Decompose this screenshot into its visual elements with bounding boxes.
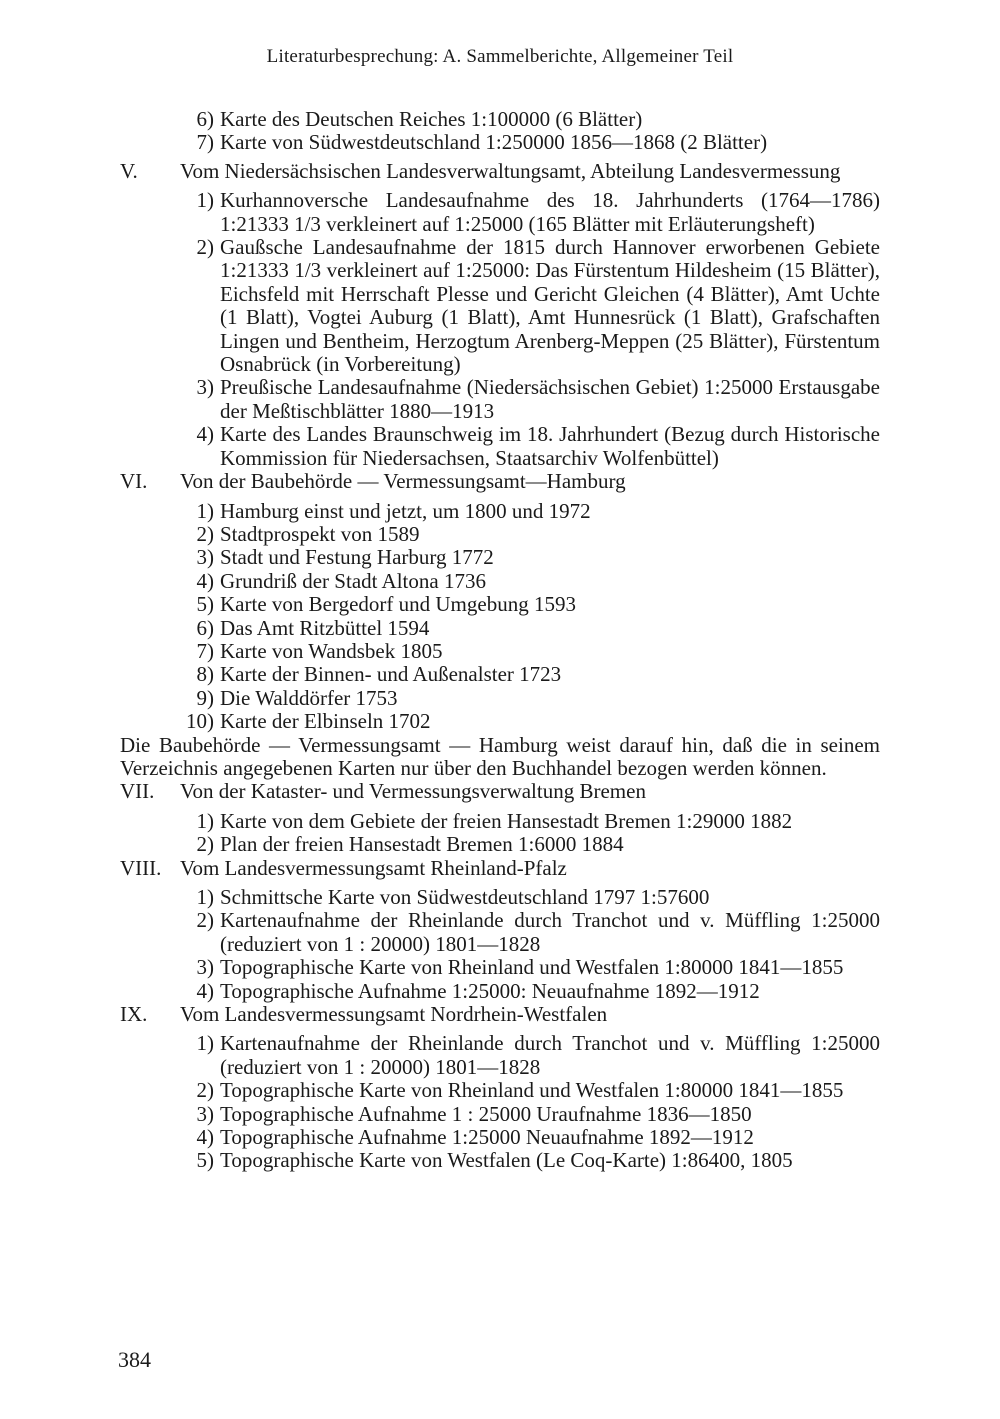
item-text: Karte der Binnen- und Außenalster 1723 [220,662,562,687]
list-item [180,593,880,616]
item-text: Karte des Deutschen Reiches 1:100000 (6 Blätter) [220,107,643,131]
list-item [180,886,880,909]
list-item [180,833,880,856]
item-number: 4) [196,422,214,447]
item-number: 2) [196,832,214,857]
item-number: 2) [196,908,214,933]
list-item [180,570,880,593]
item-text: Gaußsche Landesaufnahme der 1815 durch Hannover erworbenen Gebiete 1:21333 1/3 verkleinert auf 1:25000: Das Fürstentum Hildesheim (15 Blätter), Eichsfeld mit Herrschaft Plesse und Gericht Gleichen (4 Blätter), Amt Uchte (1 Blatt), Vogtei Auburg (1 Blatt), Amt Hunnesrück (1 Blatt), Grafschaften Lingen und Bentheim, Herzogtum Arenberg-Meppen (25 Blätter), Fürstentum Osnabrück (in Vorbereitung) [220,235,880,377]
item-number: 1) [196,188,214,213]
item-text: Kurhannoversche Landesaufnahme des 18. Jahrhunderts (1764—1786) 1:21333 1/3 verkleinert auf 1:25000 (165 Blätter mit Erläuterungsheft) [220,188,880,236]
item-text: Kartenaufnahme der Rheinlande durch Tranchot und v. Müffling 1:25000 (reduziert von 1 : 20000) 1801—1828 [220,908,880,956]
list-item [180,810,880,833]
item-text: Topographische Karte von Westfalen (Le Coq-Karte) 1:86400, 1805 [220,1148,793,1173]
list-item [180,236,880,376]
item-text: Karte des Landes Braunschweig im 18. Jahrhundert (Bezug durch Historische Kommission für Niedersachsen, Staatsarchiv Wolfenbüttel) [220,422,880,470]
item-number: 3) [196,545,214,570]
section-heading [120,780,880,803]
page-number: 384 [118,1347,151,1372]
list-item [180,909,880,956]
item-number: 8) [196,662,214,687]
item-number: 1) [196,885,214,909]
list-item [180,617,880,640]
item-number: 4) [196,1125,214,1150]
section-number: V. [120,158,138,183]
item-text: Karte von Bergedorf und Umgebung 1593 [220,592,576,617]
section-number: IX. [120,1002,148,1027]
item-text: Hamburg einst und jetzt, um 1800 und 1972 [220,498,591,523]
item-text: Karte der Elbinseln 1702 [220,709,431,734]
item-number: 1) [196,808,214,833]
item-number: 4) [196,978,214,1003]
list-item [180,1103,880,1126]
item-number: 2) [196,521,214,546]
item-number: 5) [196,592,214,617]
list-item [180,956,880,979]
section-list [180,810,880,857]
list-item [180,546,880,569]
section-heading [120,160,880,183]
list-item [180,980,880,1003]
item-number: 7) [196,130,214,155]
item-text: Topographische Karte von Rheinland und Westfalen 1:80000 1841—1855 [220,1078,844,1103]
list-item [180,376,880,423]
section-number: VII. [120,779,155,804]
section-heading [120,470,880,493]
item-number: 2) [196,1078,214,1103]
item-text: Karte von dem Gebiete der freien Hansestadt Bremen 1:29000 1882 [220,808,793,833]
item-number: 6) [196,615,214,640]
page-body [120,108,880,1173]
list-item [180,131,880,154]
list-item [180,1126,880,1149]
item-text: Topographische Aufnahme 1:25000 Neuaufnahme 1892—1912 [220,1125,754,1150]
item-text: Preußische Landesaufnahme (Niedersächsischen Gebiet) 1:25000 Erstausgabe der Meßtischblätter 1880—1913 [220,375,880,423]
section-title: Vom Landesvermessungsamt Rheinland-Pfalz [180,855,567,880]
item-number: 3) [196,375,214,400]
item-number: 5) [196,1148,214,1173]
item-number: 3) [196,1101,214,1126]
item-text: Grundriß der Stadt Altona 1736 [220,568,486,593]
list-item [180,523,880,546]
section-number: VIII. [120,855,162,880]
list-item [180,1149,880,1172]
section-title: Von der Baubehörde — Vermessungsamt—Hamburg [180,469,626,494]
item-number: 6) [196,107,214,131]
item-text: Topographische Aufnahme 1:25000: Neuaufnahme 1892—1912 [220,978,760,1003]
item-text: Topographische Karte von Rheinland und Westfalen 1:80000 1841—1855 [220,955,844,980]
running-header: Literaturbesprechung: A. Sammelberichte, Allgemeiner Teil [266,46,734,67]
section-list [180,1032,880,1172]
item-number: 1) [196,498,214,523]
item-text: Topographische Aufnahme 1 : 25000 Uraufnahme 1836—1850 [220,1101,752,1126]
section-list [180,500,880,734]
section-title: Vom Landesvermessungsamt Nordrhein-Westfalen [180,1002,608,1027]
item-text: Stadt und Festung Harburg 1772 [220,545,494,570]
item-text: Stadtprospekt von 1589 [220,521,420,546]
section-list [180,886,880,1003]
item-text: Kartenaufnahme der Rheinlande durch Tranchot und v. Müffling 1:25000 (reduziert von 1 : 20000) 1801—1828 [220,1031,880,1079]
section-heading [120,1003,880,1026]
item-text: Karte von Wandsbek 1805 [220,638,443,663]
item-text: Karte von Südwestdeutschland 1:250000 1856—1868 (2 Blätter) [220,130,768,155]
section-heading [120,857,880,880]
list-item [180,710,880,733]
item-text: Das Amt Ritzbüttel 1594 [220,615,430,640]
list-item [180,1032,880,1079]
item-text: Die Walddörfer 1753 [220,685,398,710]
list-item [180,1079,880,1102]
section-list [180,189,880,470]
item-number: 10) [186,709,214,734]
list-item [180,687,880,710]
item-text: Plan der freien Hansestadt Bremen 1:6000 1884 [220,832,624,857]
item-number: 2) [196,235,214,260]
section-title: Von der Kataster- und Vermessungsverwaltung Bremen [180,779,646,804]
item-number: 3) [196,955,214,980]
item-number: 9) [196,685,214,710]
section-title: Vom Niedersächsischen Landesverwaltungsamt, Abteilung Landesvermessung [180,158,841,183]
list-item [180,189,880,236]
section-note: Die Baubehörde — Vermessungsamt — Hamburg weist darauf hin, daß die in seinem Verzeichnis angegebenen Karten nur über den Buchhandel bezogen werden können. [120,732,880,780]
list-item [180,423,880,470]
item-number: 1) [196,1031,214,1056]
continued-list [180,108,880,155]
section-number: VI. [120,469,148,494]
item-text: Schmittsche Karte von Südwestdeutschland 1797 1:57600 [220,885,710,909]
item-number: 7) [196,638,214,663]
item-number: 4) [196,568,214,593]
list-item [180,663,880,686]
list-item [180,500,880,523]
list-item [180,640,880,663]
list-item [180,108,880,131]
